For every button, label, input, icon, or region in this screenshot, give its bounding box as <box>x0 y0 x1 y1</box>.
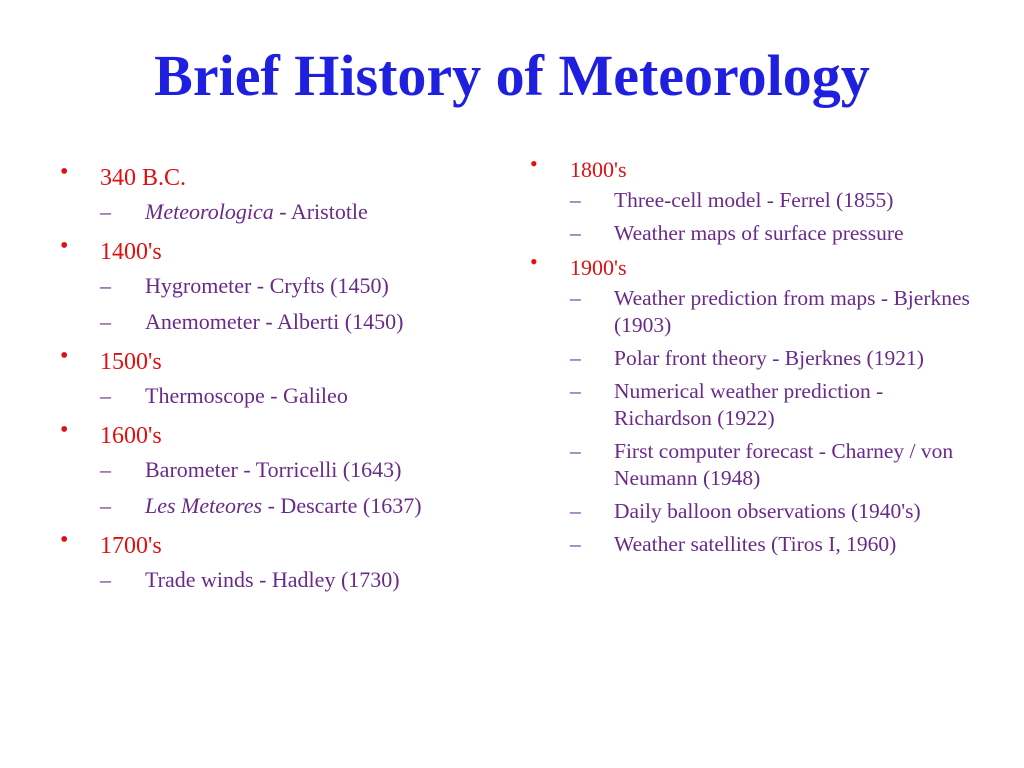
dash-icon: – <box>100 383 111 408</box>
bullet-icon: • <box>530 151 538 176</box>
bullet-icon: • <box>60 343 69 369</box>
entry-text: - Descarte (1637) <box>262 493 422 518</box>
sub-list <box>570 187 970 247</box>
era-item <box>60 418 500 520</box>
era-item <box>530 249 970 558</box>
sub-list <box>100 198 500 226</box>
sub-item <box>100 456 500 484</box>
entry-text: Weather maps of surface pressure <box>614 221 904 245</box>
entry-text: Trade winds - Hadley (1730) <box>145 567 400 592</box>
dash-icon: – <box>100 457 111 482</box>
entry-text: First computer forecast - Charney / von Neumann (1948) <box>614 439 954 490</box>
sub-item <box>100 566 500 594</box>
sub-list <box>100 272 500 336</box>
dash-icon: – <box>100 309 111 334</box>
dash-icon: – <box>100 199 111 224</box>
entry-text: Thermoscope - Galileo <box>145 383 348 408</box>
entry-text: Anemometer - Alberti (1450) <box>145 309 404 334</box>
sub-item <box>100 308 500 336</box>
sub-list <box>100 566 500 594</box>
era-item <box>530 151 970 247</box>
entry-text: Three-cell model - Ferrel (1855) <box>614 188 894 212</box>
entry-text: Numerical weather prediction - Richardson (1922) <box>614 379 884 430</box>
dash-icon: – <box>570 532 581 556</box>
dash-icon: – <box>100 273 111 298</box>
sub-item <box>570 498 970 525</box>
sub-item <box>100 272 500 300</box>
entry-text: Polar front theory - Bjerknes (1921) <box>614 346 924 370</box>
era-item <box>60 234 500 336</box>
era-item <box>60 160 500 226</box>
bullet-icon: • <box>60 527 69 553</box>
bullet-icon: • <box>60 417 69 443</box>
sub-item <box>100 198 500 226</box>
entry-text: Weather satellites (Tiros I, 1960) <box>614 532 897 556</box>
sub-item <box>100 382 500 410</box>
entry-text: - Aristotle <box>273 199 368 224</box>
slide-title: Brief History of Meteorology <box>154 43 870 108</box>
sub-item <box>570 187 970 214</box>
dash-icon: – <box>570 188 581 212</box>
sub-item <box>570 285 970 339</box>
sub-item <box>100 492 500 520</box>
entry-text: Barometer - Torricelli (1643) <box>145 457 402 482</box>
sub-item <box>570 438 970 492</box>
italic-title: Meteorologica <box>145 199 274 224</box>
era-label: 1800's <box>570 157 627 182</box>
era-label: 1600's <box>100 423 162 449</box>
sub-list <box>570 285 970 558</box>
dash-icon: – <box>100 493 111 518</box>
dash-icon: – <box>570 439 581 463</box>
entry-text: Weather prediction from maps - Bjerknes (1903) <box>614 286 970 337</box>
era-label: 1900's <box>570 255 627 280</box>
sub-list <box>100 456 500 520</box>
dash-icon: – <box>570 286 581 310</box>
italic-title: Les Meteores <box>145 493 263 518</box>
entry-text: Daily balloon observations (1940's) <box>614 499 921 523</box>
sub-list <box>100 382 500 410</box>
dash-icon: – <box>570 221 581 245</box>
era-label: 1500's <box>100 349 162 375</box>
left-column <box>60 160 500 602</box>
dash-icon: – <box>570 346 581 370</box>
bullet-icon: • <box>60 233 69 259</box>
dash-icon: – <box>570 379 581 403</box>
right-column <box>530 151 970 564</box>
bullet-icon: • <box>60 159 69 185</box>
sub-item <box>570 378 970 432</box>
era-label: 1700's <box>100 533 162 559</box>
sub-item <box>570 220 970 247</box>
era-label: 340 B.C. <box>100 165 187 191</box>
sub-item <box>570 531 970 558</box>
sub-item <box>570 345 970 372</box>
dash-icon: – <box>570 499 581 523</box>
era-item <box>60 528 500 594</box>
era-item <box>60 344 500 410</box>
bullet-icon: • <box>530 249 538 274</box>
entry-text: Hygrometer - Cryfts (1450) <box>145 273 389 298</box>
dash-icon: – <box>100 567 111 592</box>
era-label: 1400's <box>100 239 162 265</box>
